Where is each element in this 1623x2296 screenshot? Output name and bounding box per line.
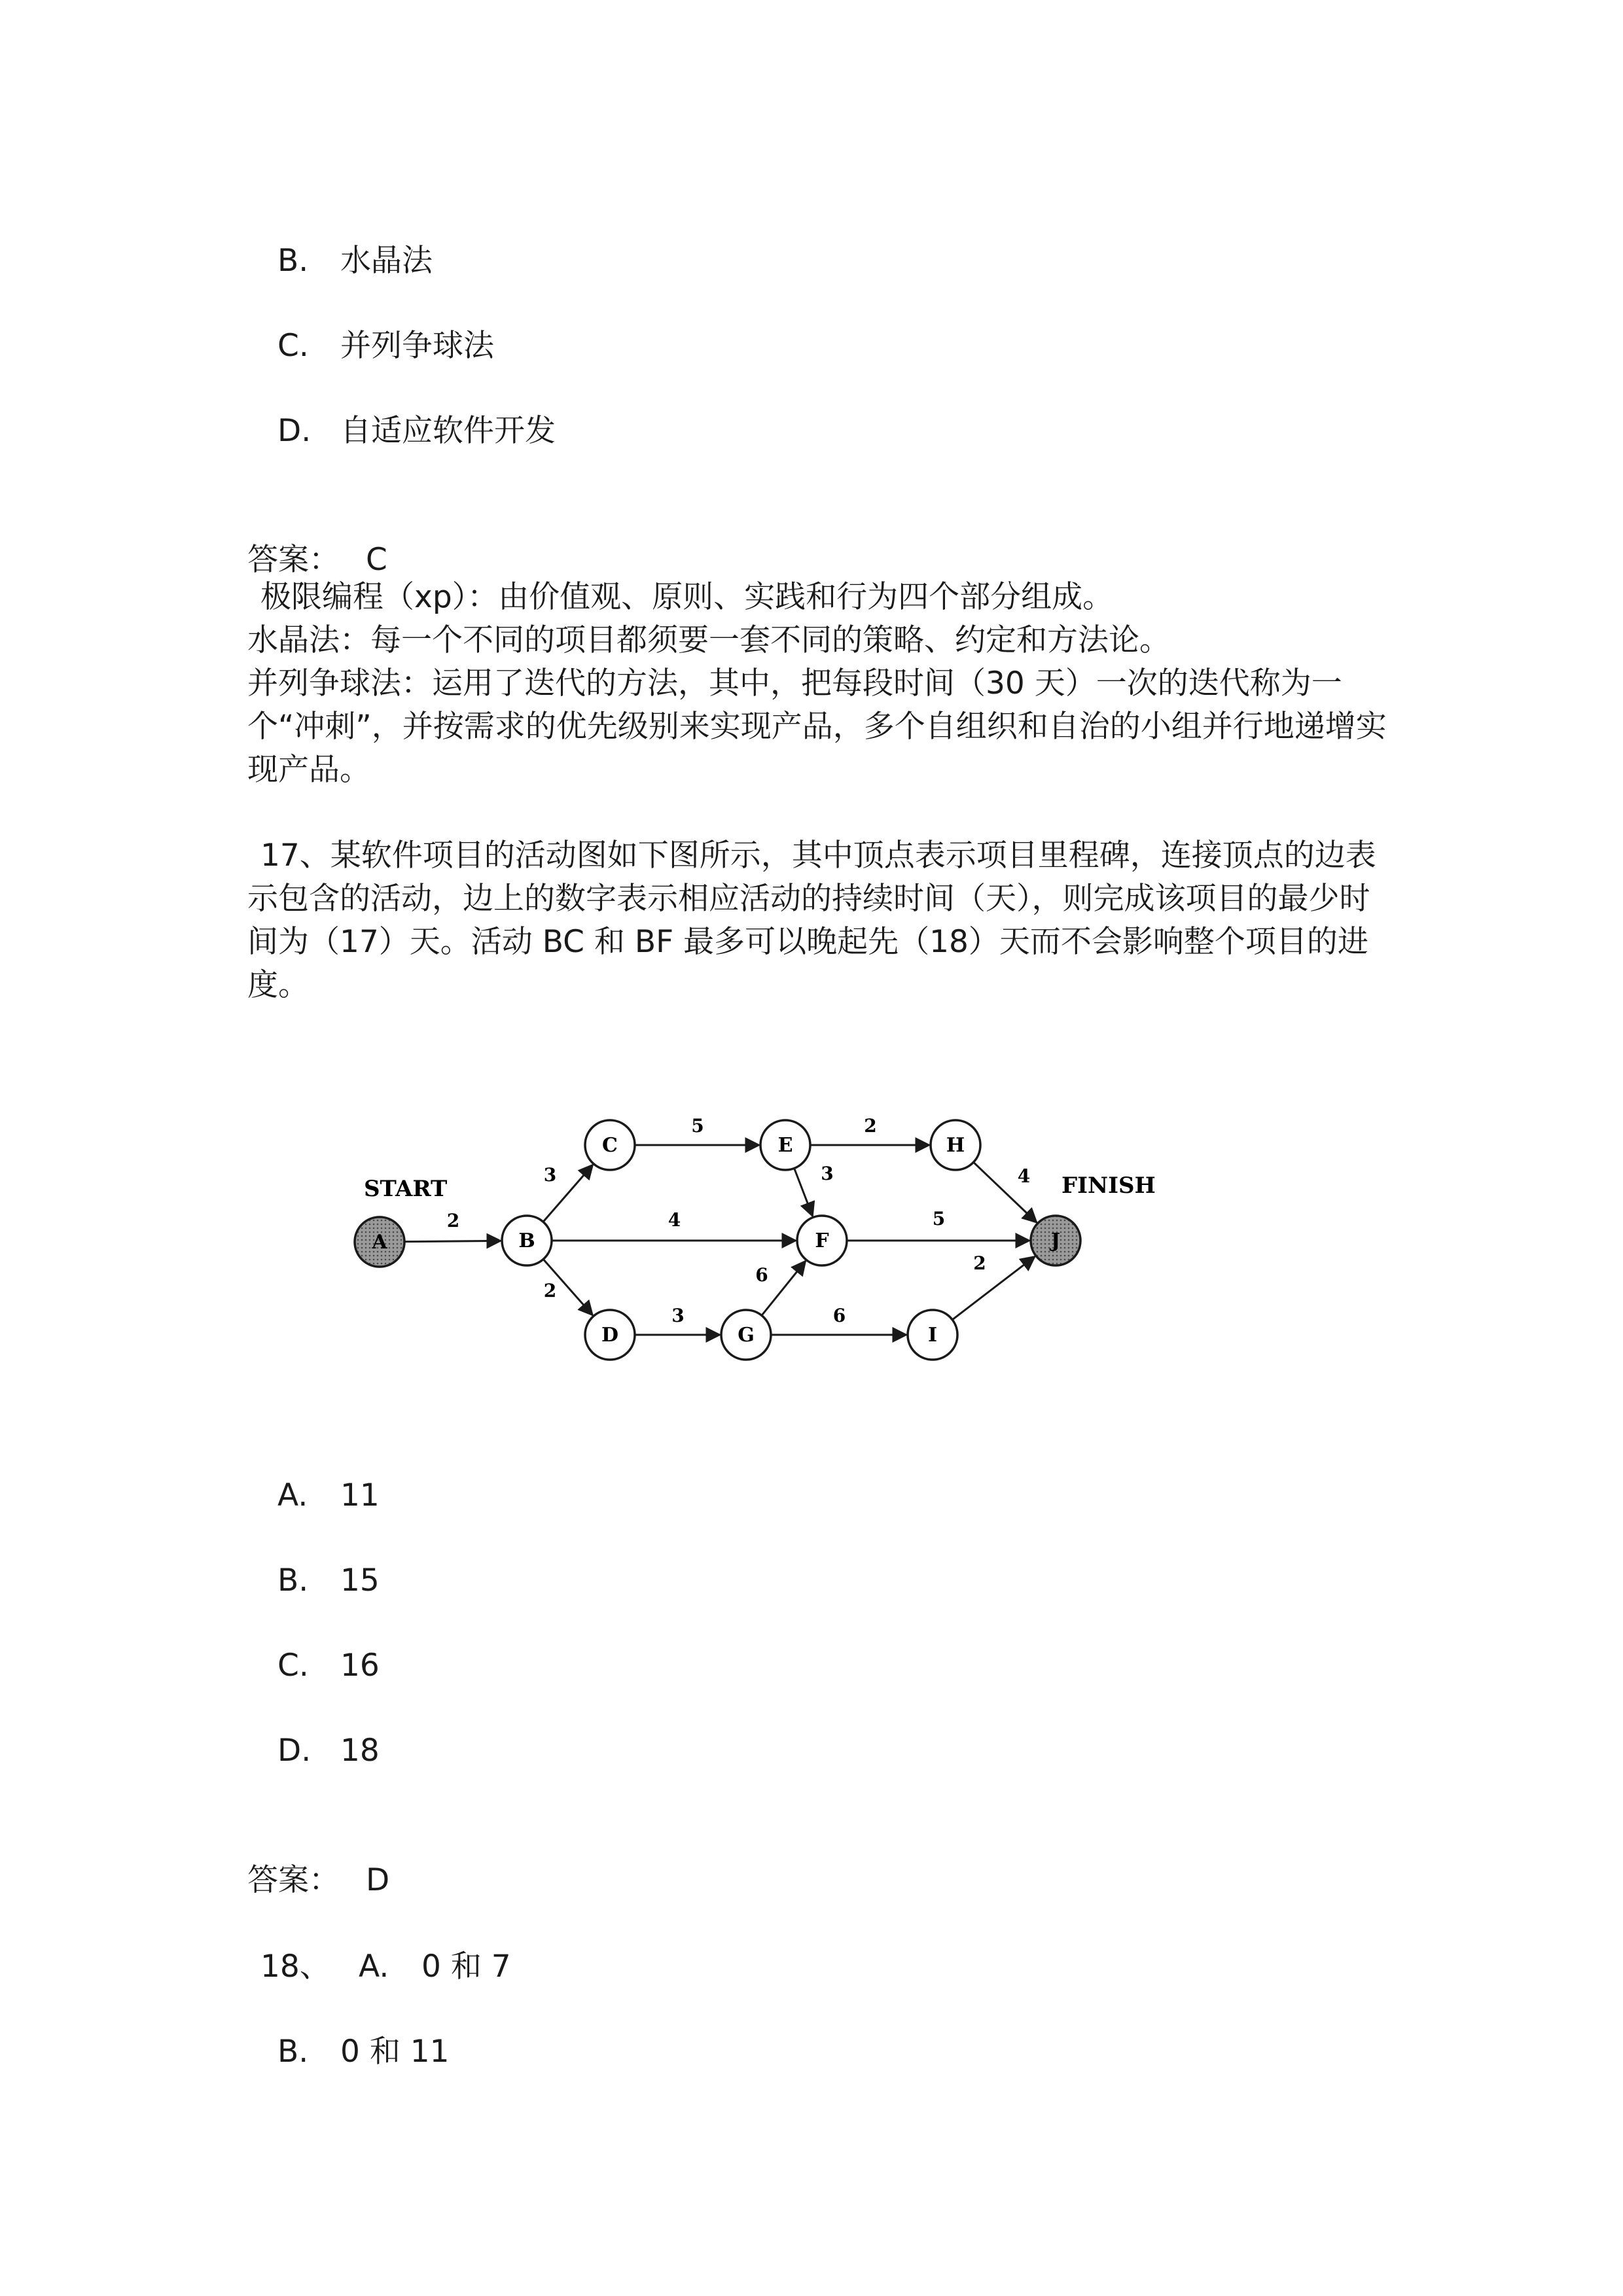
node-label-e: E [777, 1134, 793, 1157]
option-label: A. [359, 1949, 389, 1985]
q17-answer [247, 1862, 390, 1898]
edge-weight-c-e: 5 [691, 1115, 704, 1137]
node-label-g: G [738, 1324, 755, 1347]
edge-weight-e-f: 3 [821, 1163, 834, 1184]
node-label-c: C [602, 1134, 618, 1157]
option-text: 并列争球法 [340, 328, 494, 364]
option-label: C. [277, 328, 309, 364]
option-text: 自适应软件开发 [340, 413, 556, 449]
edge-weight-i-j: 2 [973, 1252, 986, 1274]
node-label-a: A [372, 1231, 387, 1254]
answer-label: 答案： [247, 542, 340, 578]
q18-option-b [277, 2034, 450, 2070]
edge-weight-b-f: 4 [668, 1209, 681, 1231]
node-label-d: D [601, 1324, 619, 1347]
activity-network-diagram [340, 1073, 1230, 1413]
edge-weight-e-h: 2 [864, 1115, 877, 1137]
node-label-h: H [946, 1134, 965, 1157]
finish-label: FINISH [1061, 1173, 1156, 1199]
edge-g-f [762, 1261, 806, 1315]
q16-option-d [277, 413, 556, 449]
q18-question [260, 1949, 511, 1985]
option-text: 0 和 7 [421, 1949, 511, 1985]
option-label: C. [277, 1648, 309, 1684]
answer-label: 答案： [247, 1862, 340, 1898]
option-label: B. [277, 2034, 309, 2070]
edge-weight-g-f: 6 [755, 1264, 768, 1286]
q17-option-a [277, 1477, 380, 1513]
option-label: D. [277, 1733, 312, 1769]
node-label-i: I [927, 1324, 938, 1347]
option-text: 水晶法 [340, 243, 433, 279]
edge-weight-a-b: 2 [446, 1210, 460, 1231]
edge-weight-d-g: 3 [671, 1305, 685, 1326]
q16-answer [247, 542, 387, 578]
edge-weight-h-j: 4 [1017, 1165, 1031, 1187]
option-label: B. [277, 1563, 309, 1598]
option-label: A. [277, 1477, 308, 1513]
start-label: START [364, 1176, 448, 1202]
answer-value: C [366, 542, 387, 578]
edge-e-f [794, 1168, 813, 1216]
option-label: B. [277, 243, 309, 279]
q17-option-d [277, 1733, 380, 1769]
q17-option-c [277, 1648, 380, 1684]
q16-option-b [277, 243, 433, 279]
question-number: 18、 [260, 1949, 330, 1985]
q16-option-c [277, 328, 494, 364]
edge-weight-g-i: 6 [832, 1305, 846, 1326]
option-text: 16 [340, 1648, 380, 1684]
q16-explanation-line-2: 水晶法：每一个不同的项目都须要一套不同的策略、约定和方法论。 [247, 622, 1170, 658]
node-label-f: F [815, 1229, 829, 1252]
edge-weight-b-d: 2 [543, 1280, 557, 1301]
node-label-j: J [1050, 1229, 1061, 1252]
option-text: 15 [340, 1563, 380, 1598]
q16-explanation-line-3: 并列争球法：运用了迭代的方法，其中，把每段时间（30 天）一次的迭代称为一个“冲刺”，并按需求的优先级别来实现产品，多个自组织和自治的小组并行地递增实现产品。 [247, 665, 1387, 788]
option-text: 0 和 11 [340, 2034, 450, 2070]
q17-question: 17、某软件项目的活动图如下图所示，其中顶点表示项目里程碑，连接顶点的边表示包含的活动，边上的数字表示相应活动的持续时间（天），则完成该项目的最少时间为（17）天。活动 BC 和 BF 最多可以晚起先（18）天而不会影响整个项目的进度。 [247, 838, 1376, 1003]
node-label-b: B [518, 1229, 535, 1252]
edge-weight-f-j: 5 [932, 1208, 946, 1229]
q17-option-b [277, 1565, 380, 1596]
option-text: 18 [340, 1733, 380, 1769]
option-text: 11 [340, 1477, 380, 1513]
answer-value: D [366, 1862, 390, 1898]
option-label: D. [277, 413, 312, 449]
q16-explanation-line-1: 极限编程（xp）：由价值观、原则、实践和行为四个部分组成。 [260, 579, 1114, 615]
edge-weight-b-c: 3 [543, 1164, 557, 1186]
edge-i-j [952, 1256, 1035, 1320]
